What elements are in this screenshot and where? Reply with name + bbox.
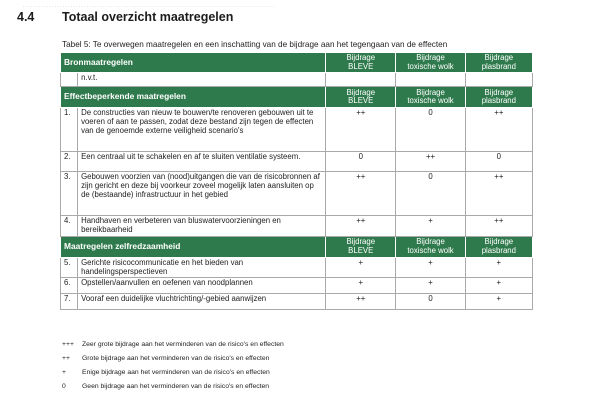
bleve-value: ++ [326, 108, 396, 152]
table-row [61, 73, 533, 87]
table-row [61, 152, 533, 172]
measure-number: 5. [61, 257, 78, 278]
section-heading [17, 10, 233, 24]
legend-symbol: +++ [62, 341, 74, 348]
section-header-zelf [61, 236, 533, 257]
column-header-bleve: Bijdrage BLEVE [326, 236, 396, 257]
fire-value [465, 73, 532, 87]
measure-number: 4. [61, 216, 78, 237]
column-header-toxic: Bijdrage toxische wolk [396, 236, 465, 257]
fire-value: + [465, 278, 532, 294]
column-header-toxic: Bijdrage toxische wolk [396, 53, 465, 73]
fire-value: + [465, 257, 532, 278]
legend-item [62, 355, 269, 362]
measure-number [61, 73, 78, 87]
legend-symbol: + [62, 369, 66, 376]
fire-value: ++ [465, 172, 532, 216]
toxic-value: + [396, 278, 465, 294]
measure-number: 3. [61, 172, 78, 216]
fire-value: ++ [465, 216, 532, 237]
measures-table-body [61, 53, 533, 310]
legend-item [62, 383, 269, 390]
section-title: Totaal overzicht maatregelen [62, 10, 234, 24]
measures-table [60, 52, 533, 310]
column-header-fire: Bijdrage plasbrand [465, 53, 532, 73]
measure-number: 7. [61, 294, 78, 310]
toxic-value [396, 73, 465, 87]
measure-number: 2. [61, 152, 78, 172]
section-title-effect: Effectbeperkende maatregelen [61, 87, 326, 108]
section-title-zelf: Maatregelen zelfredzaamheid [61, 236, 326, 257]
table-row [61, 108, 533, 152]
measure-number: 1. [61, 108, 78, 152]
legend-text: Grote bijdrage aan het verminderen van de risico's en effecten [82, 355, 270, 362]
legend-item [62, 341, 284, 348]
legend-symbol: 0 [62, 383, 66, 390]
measure-text: Gerichte risicocommunicatie en het bieden van handelingsperspectieven [78, 257, 326, 278]
section-number: 4.4 [17, 10, 35, 24]
table-row [61, 257, 533, 278]
bleve-value: ++ [326, 172, 396, 216]
legend-text: Zeer grote bijdrage aan het verminderen van de risico's en effecten [82, 341, 284, 348]
legend-symbol: ++ [62, 355, 70, 362]
toxic-value: ++ [396, 152, 465, 172]
table-caption: Tabel 5: Te overwegen maatregelen en een inschatting van de bijdrage aan het tegengaan van de effecten [62, 40, 448, 49]
measure-text: Handhaven en verbeteren van bluswatervoorzieningen en bereikbaarheid [78, 216, 326, 237]
bleve-value: + [326, 278, 396, 294]
section-header-effect [61, 87, 533, 108]
measure-text: Vooraf een duidelijke vluchtrichting/-gebied aanwijzen [78, 294, 326, 310]
fire-value: + [465, 294, 532, 310]
bleed-through-text: ······························································································· [22, 2, 276, 11]
toxic-value: 0 [396, 172, 465, 216]
column-header-fire: Bijdrage plasbrand [465, 236, 532, 257]
measure-text: Gebouwen voorzien van (nood)uitgangen die van de risicobronnen af zijn gericht en deze bij voorkeur zoveel mogelijk laten aansluiten op de (bestaande) infrastructuur in het gebied [78, 172, 326, 216]
measure-text: Een centraal uit te schakelen en af te sluiten ventilatie systeem. [78, 152, 326, 172]
toxic-value: 0 [396, 294, 465, 310]
table-row [61, 278, 533, 294]
table-row [61, 172, 533, 216]
bleve-value: + [326, 257, 396, 278]
measure-text: n.v.t. [78, 73, 326, 87]
bleve-value [326, 73, 396, 87]
measure-text: Opstellen/aanvullen en oefenen van noodplannen [78, 278, 326, 294]
column-header-toxic: Bijdrage toxische wolk [396, 87, 465, 108]
measure-number: 6. [61, 278, 78, 294]
legend-text: Enige bijdrage aan het verminderen van de risico's en effecten [82, 369, 270, 376]
column-header-bleve: Bijdrage BLEVE [326, 87, 396, 108]
legend-text: Geen bijdrage aan het verminderen van de risico's en effecten [82, 383, 270, 390]
toxic-value: + [396, 257, 465, 278]
table-row [61, 294, 533, 310]
bleve-value: ++ [326, 216, 396, 237]
bleve-value: 0 [326, 152, 396, 172]
column-header-bleve: Bijdrage BLEVE [326, 53, 396, 73]
column-header-fire: Bijdrage plasbrand [465, 87, 532, 108]
fire-value: ++ [465, 108, 532, 152]
toxic-value: + [396, 216, 465, 237]
bleve-value: ++ [326, 294, 396, 310]
section-title-bron: Bronmaatregelen [61, 53, 326, 73]
measure-text: De constructies van nieuw te bouwen/te renoveren gebouwen uit te voeren of aan te passen, zodat deze bestand zijn tegen de effecten van de genoemde externe veiligheid scenario's [78, 108, 326, 152]
toxic-value: 0 [396, 108, 465, 152]
legend-item [62, 369, 270, 376]
fire-value: 0 [465, 152, 532, 172]
section-header-bron [61, 53, 533, 73]
table-row [61, 216, 533, 237]
